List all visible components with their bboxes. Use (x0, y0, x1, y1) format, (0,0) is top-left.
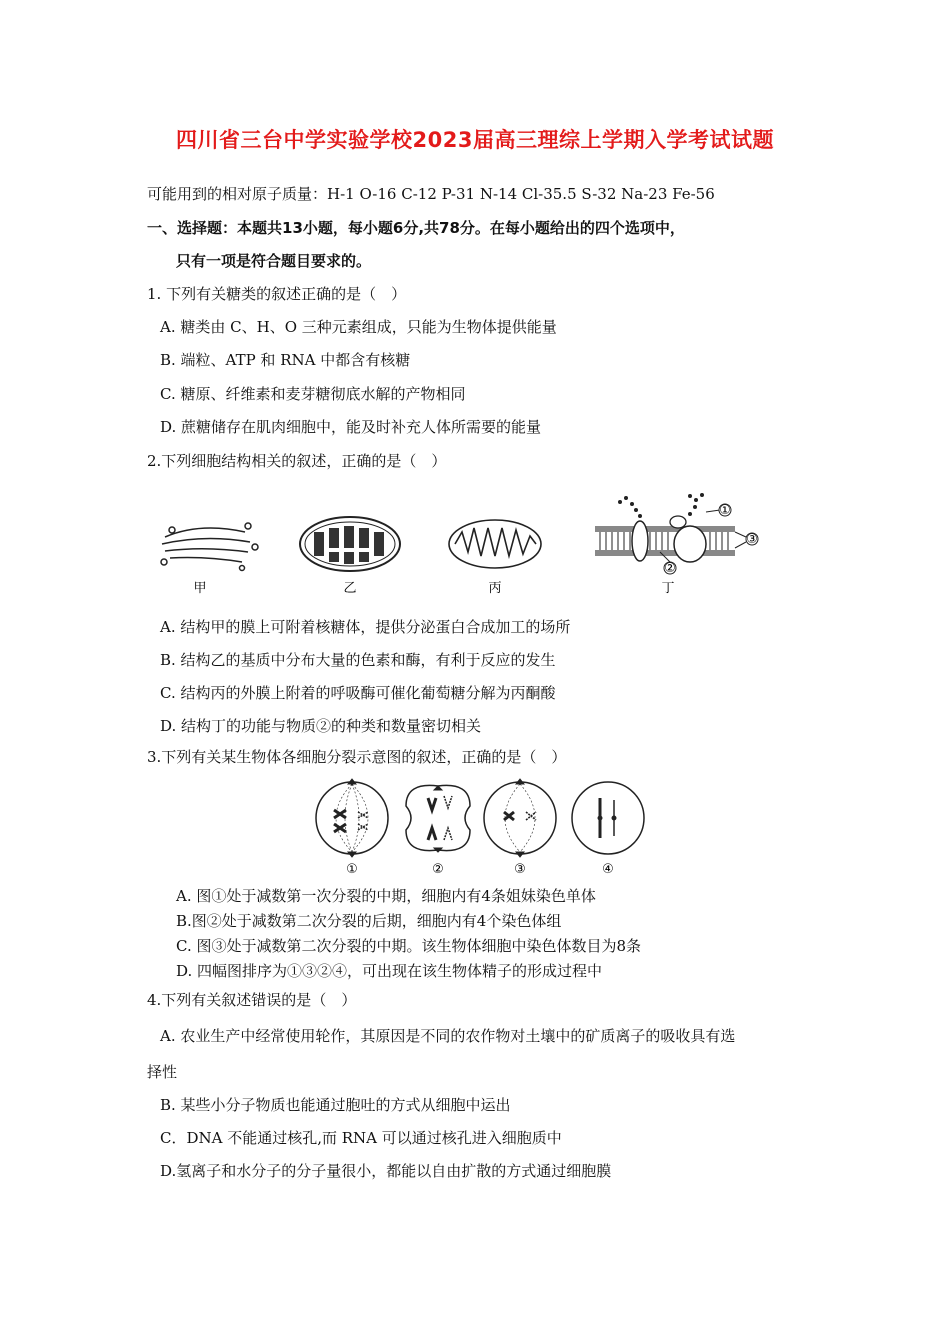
label-jia: 甲 (193, 581, 207, 596)
q2-option-c: C. 结构丙的外膜上附着的呼吸酶可催化葡萄糖分解为丙酮酸 (160, 684, 556, 702)
division-label-3: ③ (514, 862, 526, 876)
question-2-stem: 2.下列细胞结构相关的叙述，正确的是（ ） (147, 452, 447, 470)
label-ding: 丁 (661, 581, 675, 596)
chloroplast-drawing (300, 517, 400, 571)
cell-division-figure (310, 776, 650, 876)
q4-option-b: B. 某些小分子物质也能通过胞吐的方式从细胞中运出 (160, 1096, 511, 1114)
q1-option-c: C. 糖原、纤维素和麦芽糖彻底水解的产物相同 (160, 385, 466, 403)
q3-option-c: C. 图③处于减数第二次分裂的中期。该生物体细胞中染色体数目为8条 (176, 937, 642, 955)
question-4-stem: 4.下列有关叙述错误的是（ ） (147, 991, 357, 1009)
question-3-stem: 3.下列有关某生物体各细胞分裂示意图的叙述，正确的是（ ） (147, 748, 567, 766)
golgi-apparatus-drawing (161, 523, 258, 571)
section-heading-cont: 只有一项是符合题目要求的。 (176, 252, 372, 270)
atomic-masses-note: 可能用到的相对原子质量：H-1 O-16 C-12 P-31 N-14 Cl-35.5 S-32 Na-23 Fe-56 (147, 185, 715, 203)
division-label-4: ④ (602, 862, 614, 876)
page-title: 四川省三台中学实验学校2023届高三理综上学期入学考试试题 (176, 128, 774, 152)
marker-1: ① (719, 503, 731, 518)
q2-option-a: A. 结构甲的膜上可附着核糖体，提供分泌蛋白合成加工的场所 (160, 618, 571, 636)
marker-3: ③ (746, 532, 758, 547)
marker-2: ② (664, 561, 676, 576)
division-label-1: ① (346, 862, 358, 876)
q3-option-a: A. 图①处于减数第一次分裂的中期，细胞内有4条姐妹染色单体 (176, 887, 596, 905)
question-1-stem: 1. 下列有关糖类的叙述正确的是（ ） (147, 285, 407, 303)
division-label-2: ② (432, 862, 444, 876)
division-cell-2 (406, 785, 470, 852)
q4-option-c: C．DNA 不能通过核孔,而 RNA 可以通过核孔进入细胞质中 (160, 1129, 562, 1147)
q2-option-b: B. 结构乙的基质中分布大量的色素和酶，有利于反应的发生 (160, 651, 556, 669)
section-heading: 一、选择题：本题共13小题，每小题6分,共78分。在每小题给出的四个选项中， (147, 219, 685, 237)
label-yi: 乙 (343, 581, 357, 596)
q1-option-a: A. 糖类由 C、H、O 三种元素组成，只能为生物体提供能量 (160, 318, 557, 336)
q3-option-d: D. 四幅图排序为①③②④，可出现在该生物体精子的形成过程中 (176, 962, 603, 980)
division-cell-4 (572, 782, 644, 854)
q1-option-b: B. 端粒、ATP 和 RNA 中都含有核糖 (160, 351, 411, 369)
q1-option-d: D. 蔗糖储存在肌肉细胞中，能及时补充人体所需要的能量 (160, 418, 542, 436)
label-bing: 丙 (488, 581, 502, 596)
cell-structures-figure (150, 492, 760, 602)
division-cell-1 (316, 779, 388, 857)
q3-option-b: B.图②处于减数第二次分裂的后期，细胞内有4个染色体组 (176, 912, 562, 930)
cell-membrane-drawing (595, 493, 758, 574)
division-cell-3 (484, 779, 556, 857)
q4-option-a-cont: 择性 (147, 1063, 178, 1081)
q2-option-d: D. 结构丁的功能与物质②的种类和数量密切相关 (160, 717, 482, 735)
q4-option-d: D.氢离子和水分子的分子量很小，都能以自由扩散的方式通过细胞膜 (160, 1162, 612, 1180)
mitochondrion-drawing (449, 520, 541, 568)
q4-option-a: A. 农业生产中经常使用轮作，其原因是不同的农作物对土壤中的矿质离子的吸收具有选 (160, 1027, 736, 1045)
